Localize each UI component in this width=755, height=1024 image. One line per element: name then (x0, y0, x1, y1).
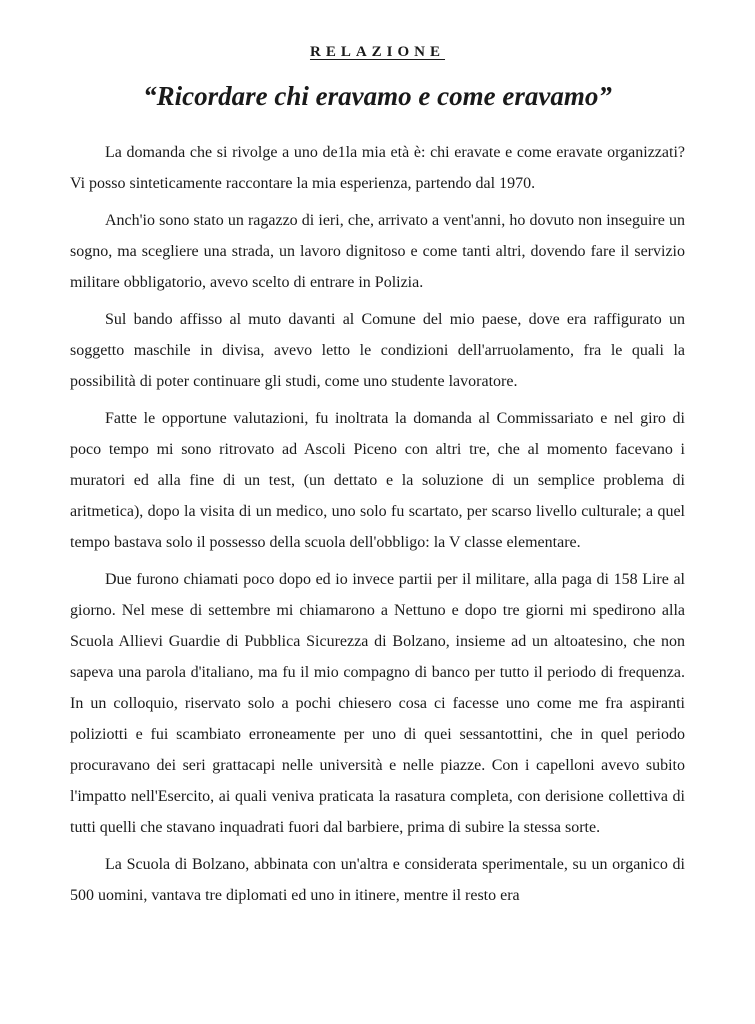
paragraph-2: Anch'io sono stato un ragazzo di ieri, che, arrivato a vent'anni, ho dovuto non inseguire un sogno, ma scegliere una strada, un lavoro dignitoso e come tanti altri, dovendo fare il servizio militare obbligatorio, avevo scelto di entrare in Polizia. (70, 212, 685, 291)
paragraph-5: Due furono chiamati poco dopo ed io invece partii per il militare, alla paga di 158 Lire al giorno. Nel mese di settembre mi chiamarono a Nettuno e dopo tre giorni mi spedirono alla Scuola Allievi Guardie di Pubblica Sicurezza di Bolzano, insieme ad un altoatesino, che non sapeva una parola d'italiano, ma fu il mio compagno di banco per tutto il periodo di frequenza. In un colloquio, riservato solo a pochi chiesero cosa ci facesse uno come me fra aspiranti poliziotti e fui scambiato erroneamente per uno di quei sessantottini, che in quel periodo procuravano dei seri grattacapi nelle università e nelle piazze. Con i capelloni avevo subito l'impatto nell'Esercito, ai quali veniva praticata la rasatura completa, con derisione collettiva di tutti quelli che stavano inquadrati fuori dal barbiere, prima di subire la stessa sorte. (70, 571, 685, 836)
paragraph-1: La domanda che si rivolge a uno de1la mia età è: chi eravate e come eravate organizzati? Vi posso sinteticamente raccontare la mia esperienza, partendo dal 1970. (70, 144, 685, 192)
paragraph-4: Fatte le opportune valutazioni, fu inoltrata la domanda al Commissariato e nel giro di poco tempo mi sono ritrovato ad Ascoli Piceno con altri tre, che al momento facevano i muratori ed alla fine di un test, (un dettato e la soluzione di un semplice problema di aritmetica), dopo la visita di un medico, uno solo fu scartato, per scarso livello culturale; a quel tempo bastava solo il possesso della scuola dell'obbligo: la V classe elementare. (70, 410, 685, 551)
document-title: “Ricordare chi eravamo e come eravamo” (143, 81, 612, 111)
document-heading: RELAZIONE (309, 44, 446, 60)
paragraph-6: La Scuola di Bolzano, abbinata con un'altra e considerata sperimentale, su un organico di 500 uomini, vantava tre diplomati ed uno in itinere, mentre il resto era (70, 856, 685, 904)
paragraph-3: Sul bando affisso al muto davanti al Comune del mio paese, dove era raffigurato un soggetto maschile in divisa, avevo letto le condizioni dell'arruolamento, fra le quali la possibilità di poter continuare gli studi, come uno studente lavoratore. (70, 311, 685, 390)
